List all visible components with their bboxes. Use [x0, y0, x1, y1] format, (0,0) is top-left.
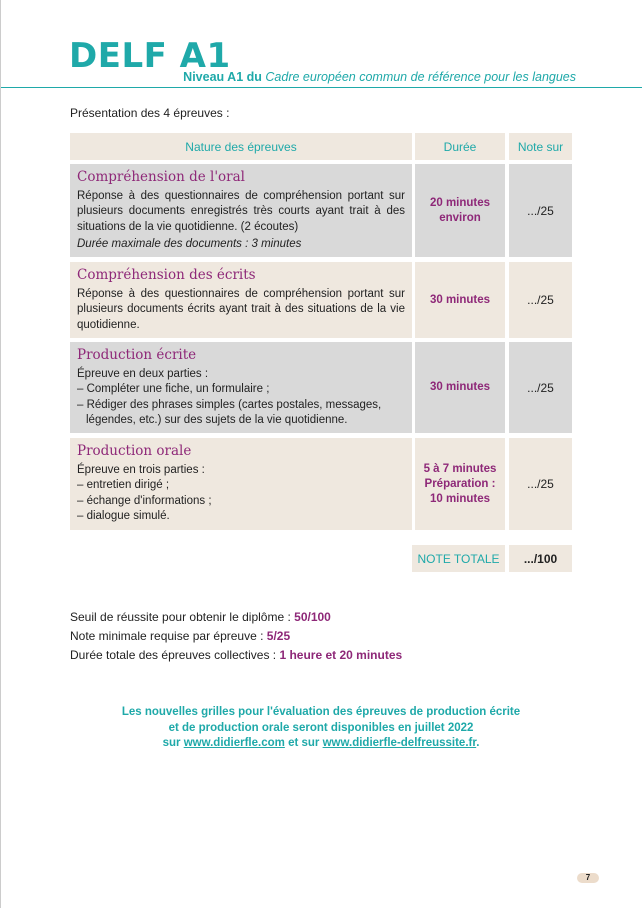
subtitle-italic: Cadre européen commun de référence pour les langues [265, 70, 576, 84]
column-header-note: Note sur [509, 133, 572, 160]
notice-line [70, 736, 572, 752]
total-value: .../100 [509, 545, 572, 572]
duration-line: 5 à 7 minutes [423, 462, 497, 475]
notice-line: et de production orale seront disponibles en juillet 2022 [168, 721, 474, 734]
epreuve-description: Réponse à des questionnaires de compréhension portant sur plusieurs documents écrits ayant trait à des situations de la vie quotidienne. [77, 287, 405, 331]
summary-label: Seuil de réussite pour obtenir le diplôme : [70, 610, 291, 624]
epreuve-name: Compréhension des écrits [77, 267, 256, 283]
epreuve-name: Production orale [77, 443, 192, 459]
duration-line: 20 minutes [429, 196, 491, 209]
table-row-production-ecrite [70, 342, 412, 433]
score-cell: .../25 [509, 262, 572, 338]
summary-line [70, 648, 402, 662]
link-didierfle-delfreussite[interactable]: www.didierfle-delfreussite.fr [322, 737, 477, 749]
score-cell: .../25 [509, 438, 572, 530]
column-header-duree: Durée [415, 133, 505, 160]
epreuve-note: Durée maximale des documents : 3 minutes [77, 238, 302, 250]
total-label: NOTE TOTALE [412, 545, 505, 572]
epreuve-line: Épreuve en deux parties : [77, 367, 209, 380]
epreuve-name: Production écrite [77, 347, 197, 363]
intro-text: Présentation des 4 épreuves : [70, 106, 230, 120]
epreuve-line: – Rédiger des phrases simples (cartes postales, messages, légendes, etc.) sur des sujets de la vie quotidienne. [77, 398, 382, 426]
epreuve-line: – entretien dirigé ; [77, 479, 170, 491]
header-rule [1, 87, 642, 88]
duration-cell [415, 164, 505, 257]
subtitle-prefix: Niveau A1 du [183, 70, 262, 84]
table-row-comprehension-oral [70, 164, 412, 257]
duration-line: environ [439, 211, 481, 224]
page-title: DELF A1 [69, 36, 231, 76]
summary-label: Note minimale requise par épreuve : [70, 629, 264, 643]
table-row-production-orale [70, 438, 412, 530]
summary-value: 50/100 [294, 610, 331, 624]
duration-line: Préparation : [424, 477, 496, 490]
duration-cell: 30 minutes [415, 342, 505, 433]
link-didierfle[interactable]: www.didierfle.com [183, 737, 285, 749]
notice-text: et sur [288, 737, 320, 749]
epreuve-line: – échange d'informations ; [77, 494, 212, 507]
table-row-comprehension-ecrits [70, 262, 412, 338]
summary-line [70, 610, 331, 624]
summary-label: Durée totale des épreuves collectives : [70, 648, 277, 662]
page-subtitle [183, 70, 576, 84]
notice-text: . [476, 737, 480, 749]
duration-cell: 30 minutes [415, 262, 505, 338]
score-cell: .../25 [509, 164, 572, 257]
column-header-nature: Nature des épreuves [70, 133, 412, 160]
duration-cell [415, 438, 505, 530]
notice [70, 705, 572, 752]
epreuve-description: Réponse à des questionnaires de compréhension portant sur plusieurs documents enregistrés très courts ayant trait à des situations de la vie quotidienne. (2 écoutes) [77, 189, 405, 233]
epreuve-line: Épreuve en trois parties : [77, 463, 205, 476]
page-number: 7 [577, 873, 599, 883]
summary-value: 5/25 [266, 629, 291, 643]
summary-value: 1 heure et 20 minutes [279, 648, 403, 662]
epreuve-line: – dialogue simulé. [77, 510, 170, 522]
epreuve-name: Compréhension de l'oral [77, 169, 245, 185]
summary-line [70, 629, 290, 643]
duration-line: 10 minutes [429, 492, 491, 505]
notice-text: sur [162, 737, 181, 749]
notice-line: Les nouvelles grilles pour l'évaluation des épreuves de production écrite [121, 706, 521, 718]
score-cell: .../25 [509, 342, 572, 433]
epreuve-line: – Compléter une fiche, un formulaire ; [77, 383, 270, 395]
